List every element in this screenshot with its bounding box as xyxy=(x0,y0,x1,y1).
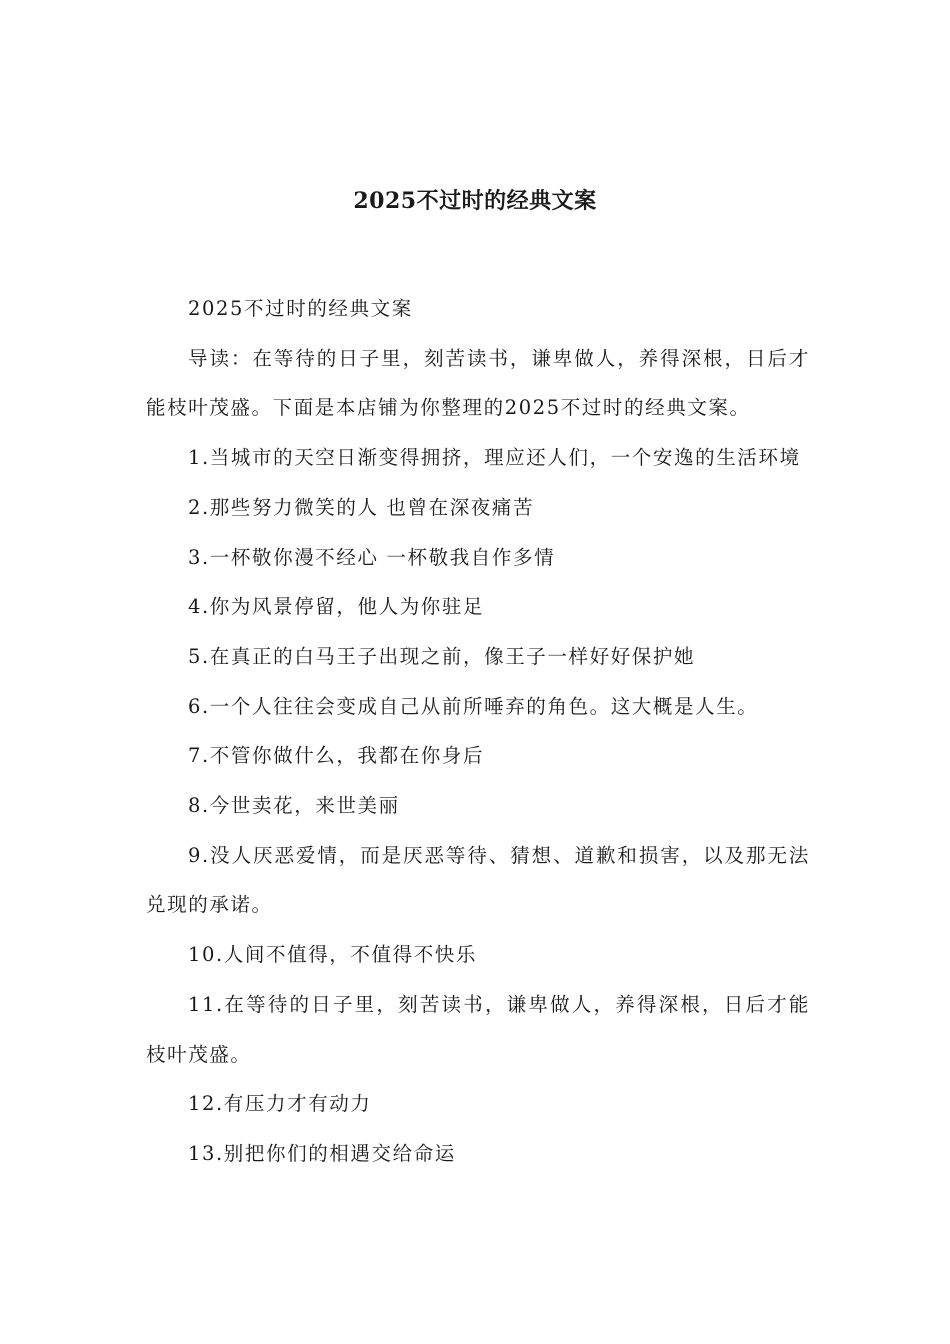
page-title: 2025不过时的经典文案 xyxy=(353,188,597,214)
paragraph-intro: 导读：在等待的日子里，刻苦读书，谦卑做人，养得深根，日后才能枝叶茂盛。下面是本店铺为你整理的2025不过时的经典文案。 xyxy=(146,346,810,420)
list-item: 3.一杯敬你漫不经心 一杯敬我自作多情 xyxy=(188,545,556,569)
list-item: 13.别把你们的相遇交给命运 xyxy=(188,1141,456,1165)
list-item: 1.当城市的天空日渐变得拥挤，理应还人们，一个安逸的生活环境 xyxy=(188,446,801,470)
list-item: 7.不管你做什么，我都在你身后 xyxy=(188,744,485,768)
document-body xyxy=(146,284,810,1179)
list-item: 5.在真正的白马王子出现之前，像王子一样好好保护她 xyxy=(188,644,696,668)
list-item: 10.人间不值得，不值得不快乐 xyxy=(188,943,478,967)
list-item: 4.你为风景停留，他人为你驻足 xyxy=(188,595,485,619)
list-item: 8.今世卖花，来世美丽 xyxy=(188,794,400,818)
list-item: 6.一个人往往会变成自己从前所唾弃的角色。这大概是人生。 xyxy=(188,694,759,718)
list-item: 9.没人厌恶爱情，而是厌恶等待、猜想、道歉和损害，以及那无法兑现的承诺。 xyxy=(146,843,810,917)
list-item: 2.那些努力微笑的人 也曾在深夜痛苦 xyxy=(188,495,535,519)
list-item: 11.在等待的日子里，刻苦读书，谦卑做人，养得深根，日后才能枝叶茂盛。 xyxy=(146,992,810,1066)
list-item: 12.有压力才有动力 xyxy=(188,1092,372,1116)
paragraph-subtitle: 2025不过时的经典文案 xyxy=(188,297,413,320)
